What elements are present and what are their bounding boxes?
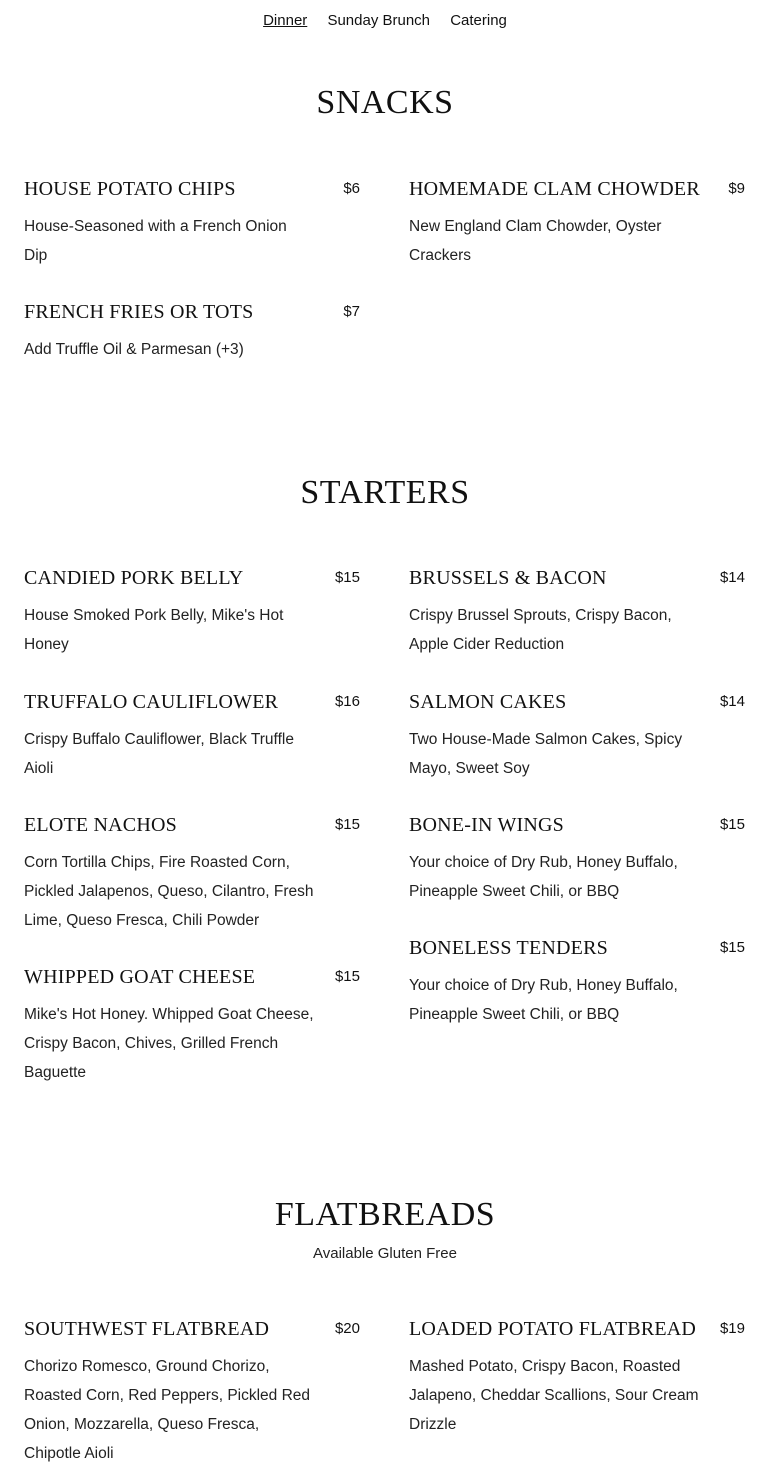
nav-catering[interactable]: Catering bbox=[450, 12, 507, 29]
item-name: SOUTHWEST FLATBREAD bbox=[24, 1318, 270, 1340]
snacks-title: SNACKS bbox=[316, 84, 454, 121]
flatbreads-note: Available Gluten Free bbox=[313, 1245, 457, 1262]
item-price: $7 bbox=[343, 303, 360, 320]
item-description: Corn Tortilla Chips, Fire Roasted Corn, Pickled Jalapenos, Queso, Cilantro, Fresh Lime, Queso Fresca, Chili Powder bbox=[24, 854, 314, 929]
item-price: $15 bbox=[334, 569, 360, 586]
item-description: Crispy Buffalo Cauliflower, Black Truffle Aioli bbox=[24, 731, 294, 777]
menu-item bbox=[409, 178, 745, 270]
item-name: CANDIED PORK BELLY bbox=[24, 567, 244, 589]
item-description: House-Seasoned with a French Onion Dip bbox=[24, 218, 287, 264]
menu-item bbox=[24, 691, 360, 783]
item-name: ELOTE NACHOS bbox=[24, 814, 177, 836]
item-description: Add Truffle Oil & Parmesan (+3) bbox=[24, 341, 244, 358]
item-description: Crispy Brussel Sprouts, Crispy Bacon, Apple Cider Reduction bbox=[409, 607, 672, 653]
item-name: BRUSSELS & BACON bbox=[409, 567, 607, 589]
starters-title: STARTERS bbox=[300, 474, 470, 511]
menu-item bbox=[409, 567, 745, 659]
item-name: TRUFFALO CAULIFLOWER bbox=[24, 691, 279, 713]
item-price: $16 bbox=[334, 693, 360, 710]
menu-item bbox=[24, 301, 360, 364]
item-price: $15 bbox=[334, 968, 360, 985]
item-description: Your choice of Dry Rub, Honey Buffalo, Pineapple Sweet Chili, or BBQ bbox=[409, 854, 678, 900]
menu-item bbox=[409, 1318, 745, 1439]
item-price: $9 bbox=[728, 180, 745, 197]
item-description: House Smoked Pork Belly, Mike's Hot Honey bbox=[24, 607, 284, 653]
menu-item bbox=[24, 567, 360, 659]
item-price: $15 bbox=[719, 816, 745, 833]
item-price: $15 bbox=[719, 939, 745, 956]
item-description: Your choice of Dry Rub, Honey Buffalo, Pineapple Sweet Chili, or BBQ bbox=[409, 977, 678, 1023]
menu-item bbox=[409, 691, 745, 783]
menu-item bbox=[24, 966, 360, 1087]
menu-nav bbox=[0, 12, 770, 29]
menu-item bbox=[24, 178, 360, 270]
item-price: $20 bbox=[334, 1320, 360, 1337]
item-description: Mashed Potato, Crispy Bacon, Roasted Jalapeno, Cheddar Scallions, Sour Cream Drizzle bbox=[409, 1358, 699, 1433]
item-price: $6 bbox=[343, 180, 360, 197]
menu-item bbox=[409, 937, 745, 1029]
item-name: SALMON CAKES bbox=[409, 691, 567, 713]
item-name: FRENCH FRIES OR TOTS bbox=[24, 301, 254, 323]
nav-dinner[interactable]: Dinner bbox=[263, 12, 308, 29]
item-name: BONELESS TENDERS bbox=[409, 937, 608, 959]
item-name: BONE-IN WINGS bbox=[409, 814, 564, 836]
item-name: WHIPPED GOAT CHEESE bbox=[24, 966, 256, 988]
item-description: New England Clam Chowder, Oyster Crackers bbox=[409, 218, 662, 264]
item-name: LOADED POTATO FLATBREAD bbox=[409, 1318, 697, 1340]
item-description: Mike's Hot Honey. Whipped Goat Cheese, Crispy Bacon, Chives, Grilled French Baguette bbox=[24, 1006, 314, 1081]
item-price: $14 bbox=[719, 693, 745, 710]
item-price: $15 bbox=[334, 816, 360, 833]
item-price: $14 bbox=[719, 569, 745, 586]
menu-item bbox=[24, 814, 360, 935]
item-description: Chorizo Romesco, Ground Chorizo, Roasted Corn, Red Peppers, Pickled Red Onion, Mozzarella, Queso Fresca, Chipotle Aioli bbox=[24, 1358, 311, 1462]
item-price: $19 bbox=[719, 1320, 745, 1337]
item-name: HOUSE POTATO CHIPS bbox=[24, 178, 236, 200]
item-description: Two House-Made Salmon Cakes, Spicy Mayo, Sweet Soy bbox=[409, 731, 683, 777]
flatbreads-title: FLATBREADS bbox=[274, 1196, 496, 1233]
menu-item bbox=[409, 814, 745, 906]
item-name: HOMEMADE CLAM CHOWDER bbox=[409, 178, 700, 200]
nav-sunday-brunch[interactable]: Sunday Brunch bbox=[327, 12, 431, 29]
menu-item bbox=[24, 1318, 360, 1468]
